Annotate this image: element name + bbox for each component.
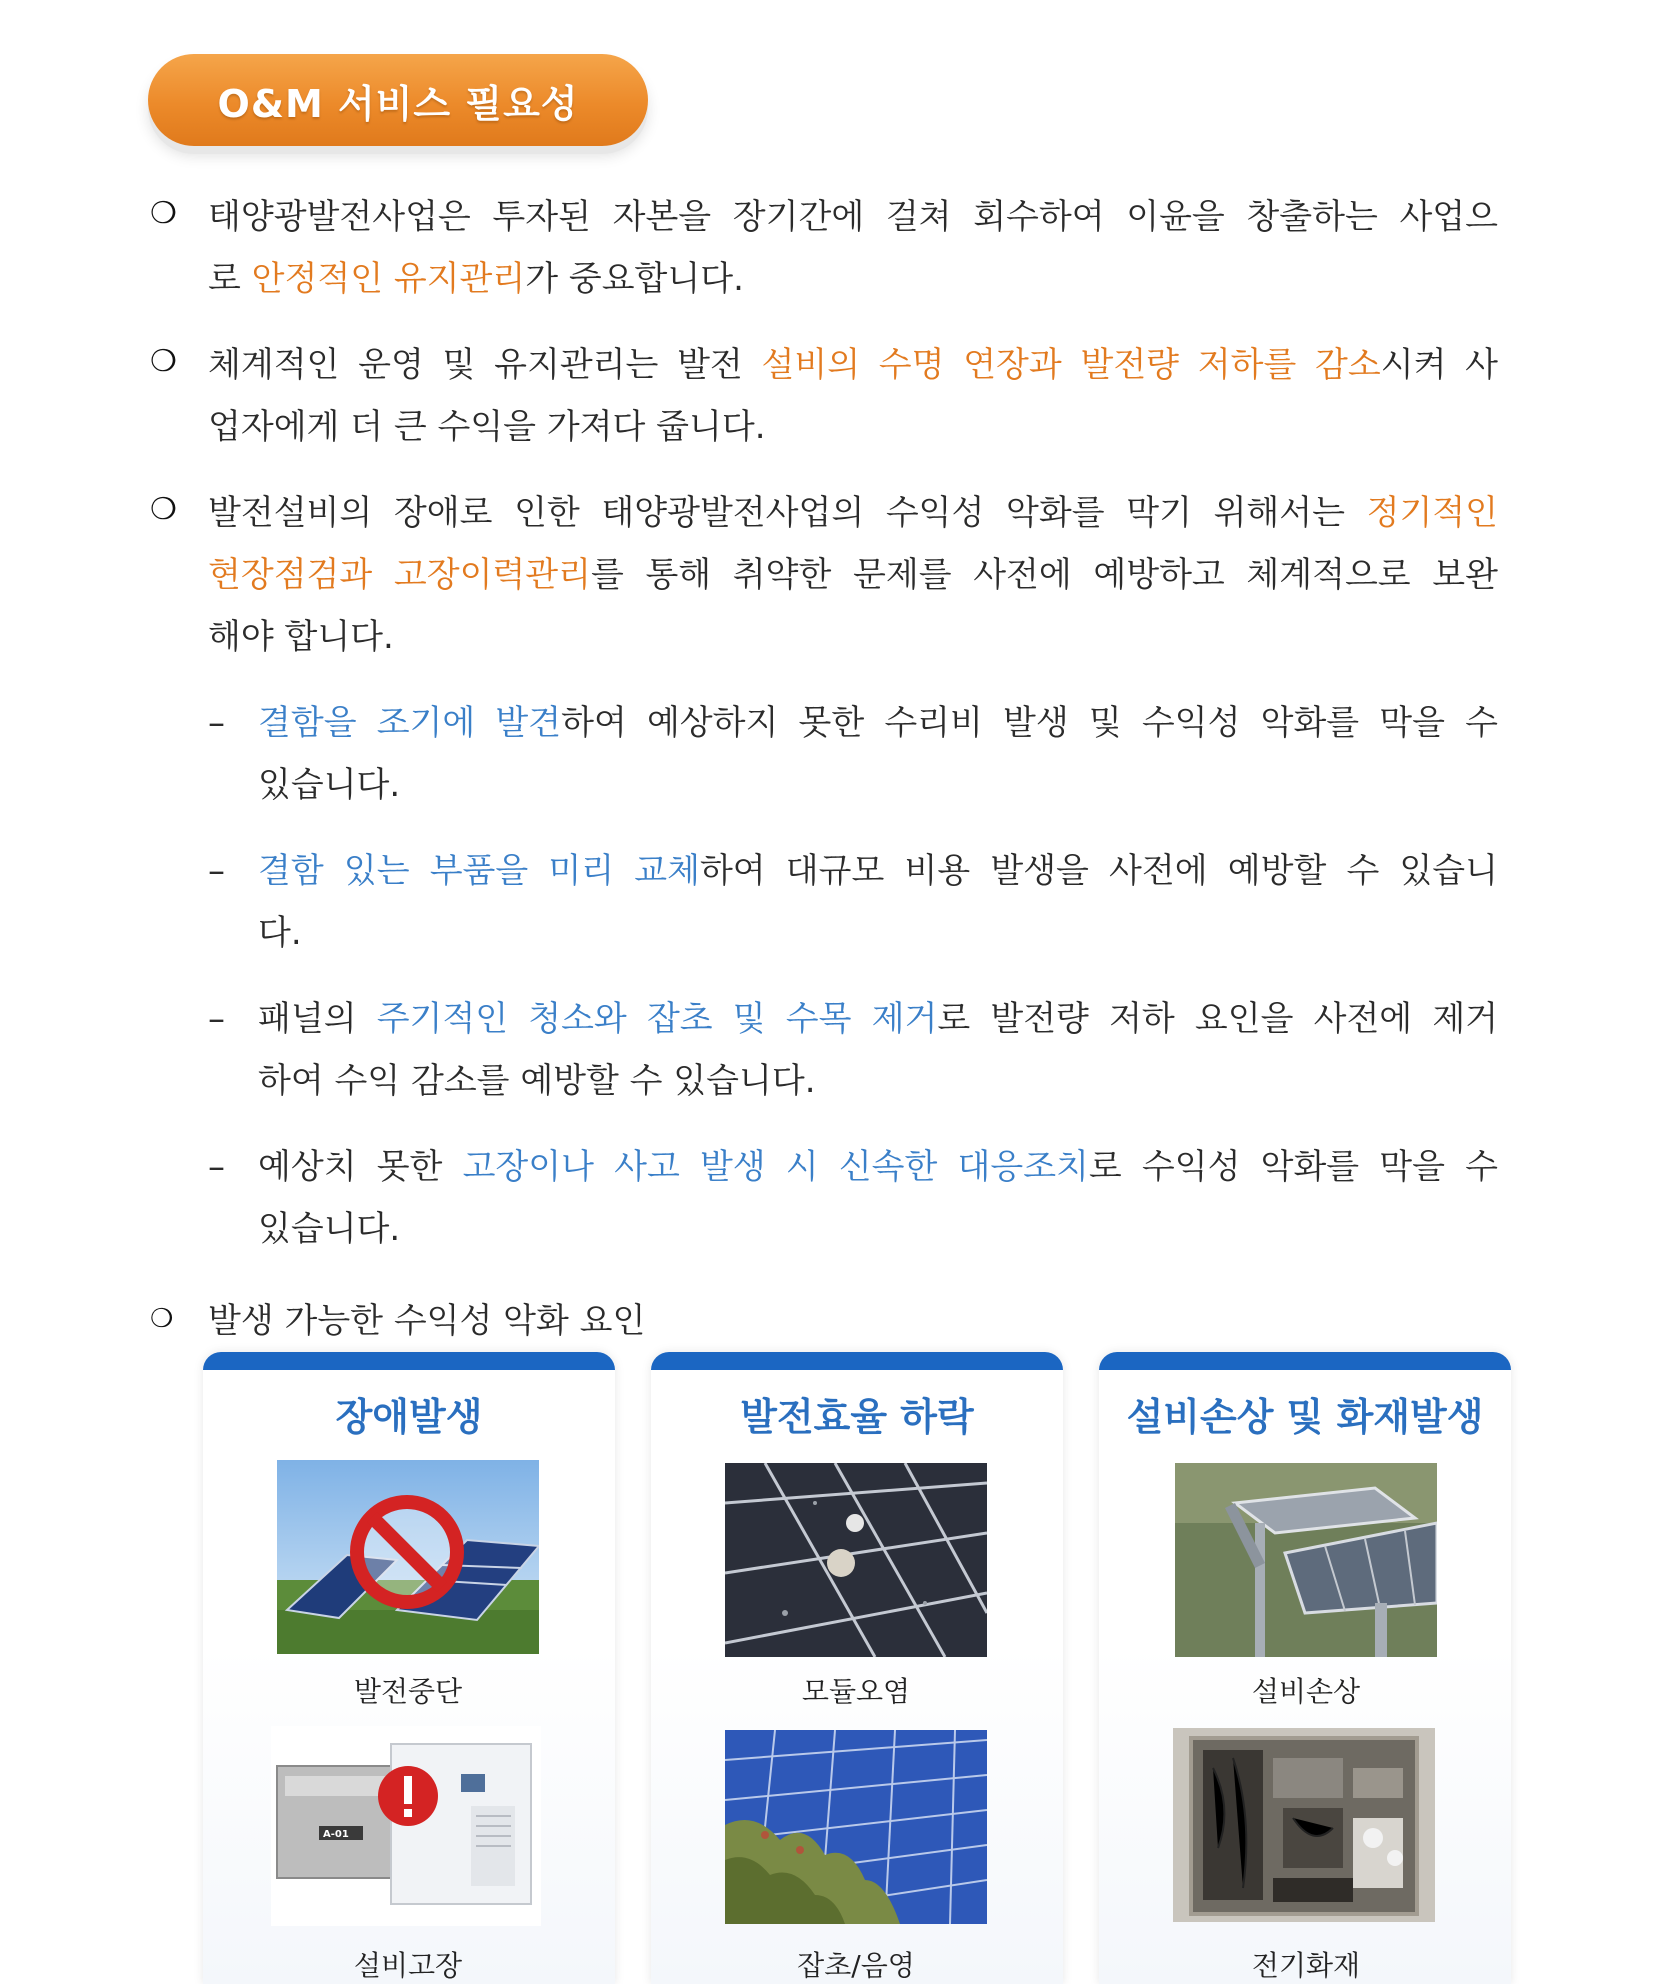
dash-marker: – (208, 999, 225, 1039)
text-segment: 해야 합니다. (208, 617, 394, 657)
text-segment: 로 (208, 259, 252, 299)
caption: 설비손상 (1251, 1675, 1361, 1708)
text-segment: 예상치 못한 (258, 1147, 463, 1187)
section-title: O&M 서비스 필요성 (217, 81, 579, 126)
weed-shading-icon (725, 1730, 987, 1924)
text-segment: 업자에게 더 큰 수익을 가져다 줍니다. (208, 407, 766, 447)
text-segment: 태양광발전사업은 투자된 자본을 장기간에 걸쳐 회수하여 이윤을 창출하는 사업으 (208, 197, 1498, 237)
card-title: 발전효율 하락 (740, 1395, 974, 1439)
dirty-module-icon (725, 1463, 987, 1657)
caption: 모듈오염 (801, 1675, 911, 1708)
caption: 설비고장 (353, 1949, 463, 1982)
caption: 잡초/음영 (797, 1949, 915, 1982)
text-segment: 발전설비의 장애로 인한 태양광발전사업의 수익성 악화를 막기 위해서는 (208, 493, 1367, 533)
highlight-orange: 현장점검과 고장이력관리 (208, 555, 591, 595)
dash-marker: – (208, 1147, 225, 1187)
card-failure (203, 1352, 615, 1984)
text-segment: 가 중요합니다. (525, 259, 744, 299)
hollow-circle-bullet-icon: ❍ (150, 344, 177, 379)
text-line (208, 606, 1498, 668)
text-line (258, 840, 1498, 902)
text-line (208, 482, 1498, 544)
dash-marker: – (208, 851, 225, 891)
text-line (258, 988, 1498, 1050)
highlight-orange: 설비의 수명 연장과 발전량 저하를 감소 (761, 345, 1381, 385)
card-title: 설비손상 및 화재발생 (1126, 1395, 1484, 1439)
caption: 발전중단 (353, 1675, 463, 1708)
card-efficiency-drop (651, 1352, 1063, 1984)
text-segment: 패널의 (258, 999, 377, 1039)
text-line (258, 1050, 1498, 1112)
text-line (208, 396, 1498, 458)
broken-inverter-cabinet-icon (271, 1726, 541, 1926)
text-line (258, 902, 1498, 964)
text-segment: 체계적인 운영 및 유지관리는 발전 (208, 345, 762, 385)
text-segment: 로 발전량 저하 요인을 사전에 제거 (937, 999, 1499, 1039)
text-line (208, 186, 1498, 248)
highlight-blue: 주기적인 청소와 잡초 및 수목 제거 (376, 999, 938, 1039)
text-segment: 하여 예상하지 못한 수리비 발생 및 수익성 악화를 막을 수 (561, 703, 1498, 743)
highlight-blue: 결함을 조기에 발견 (258, 703, 562, 743)
prohibited-solar-panel-icon (277, 1460, 539, 1654)
cabinet-label: A-01 (323, 1829, 349, 1840)
burnt-electrical-panel-icon (1173, 1728, 1435, 1922)
text-line (208, 334, 1498, 396)
hollow-circle-bullet-icon: ❍ (150, 492, 177, 527)
card-title: 장애발생 (335, 1395, 483, 1439)
text-segment: 하여 대규모 비용 발생을 사전에 예방할 수 있습니 (699, 851, 1498, 891)
text-line (258, 1198, 1498, 1260)
hollow-circle-bullet-icon: ❍ (150, 1304, 174, 1334)
text-segment: 다. (258, 913, 302, 953)
text-segment: 있습니다. (258, 765, 401, 805)
section-header (148, 54, 648, 146)
text-line (258, 1136, 1498, 1198)
highlight-orange: 안정적인 유지관리 (251, 259, 526, 299)
text-segment: 시켜 사 (1380, 345, 1498, 385)
text-line (208, 544, 1498, 606)
damaged-equipment-icon (1175, 1463, 1437, 1657)
text-segment: 로 수익성 악화를 막을 수 (1088, 1147, 1499, 1187)
highlight-orange: 정기적인 (1366, 493, 1498, 533)
hollow-circle-bullet-icon: ❍ (150, 196, 177, 231)
factors-heading-text: 발생 가능한 수익성 악화 요인 (208, 1301, 646, 1341)
highlight-blue: 결함 있는 부품을 미리 교체 (258, 851, 700, 891)
text-segment: 있습니다. (258, 1209, 401, 1249)
caption: 전기화재 (1251, 1949, 1361, 1982)
text-segment: 를 통해 취약한 문제를 사전에 예방하고 체계적으로 보완 (590, 555, 1498, 595)
text-line (258, 754, 1498, 816)
text-segment: 하여 수익 감소를 예방할 수 있습니다. (258, 1061, 816, 1101)
card-damage-fire (1099, 1352, 1511, 1984)
text-line (208, 248, 1498, 310)
dash-marker: – (208, 703, 225, 743)
text-line (258, 692, 1498, 754)
highlight-blue: 고장이나 사고 발생 시 신속한 대응조치 (462, 1147, 1089, 1187)
